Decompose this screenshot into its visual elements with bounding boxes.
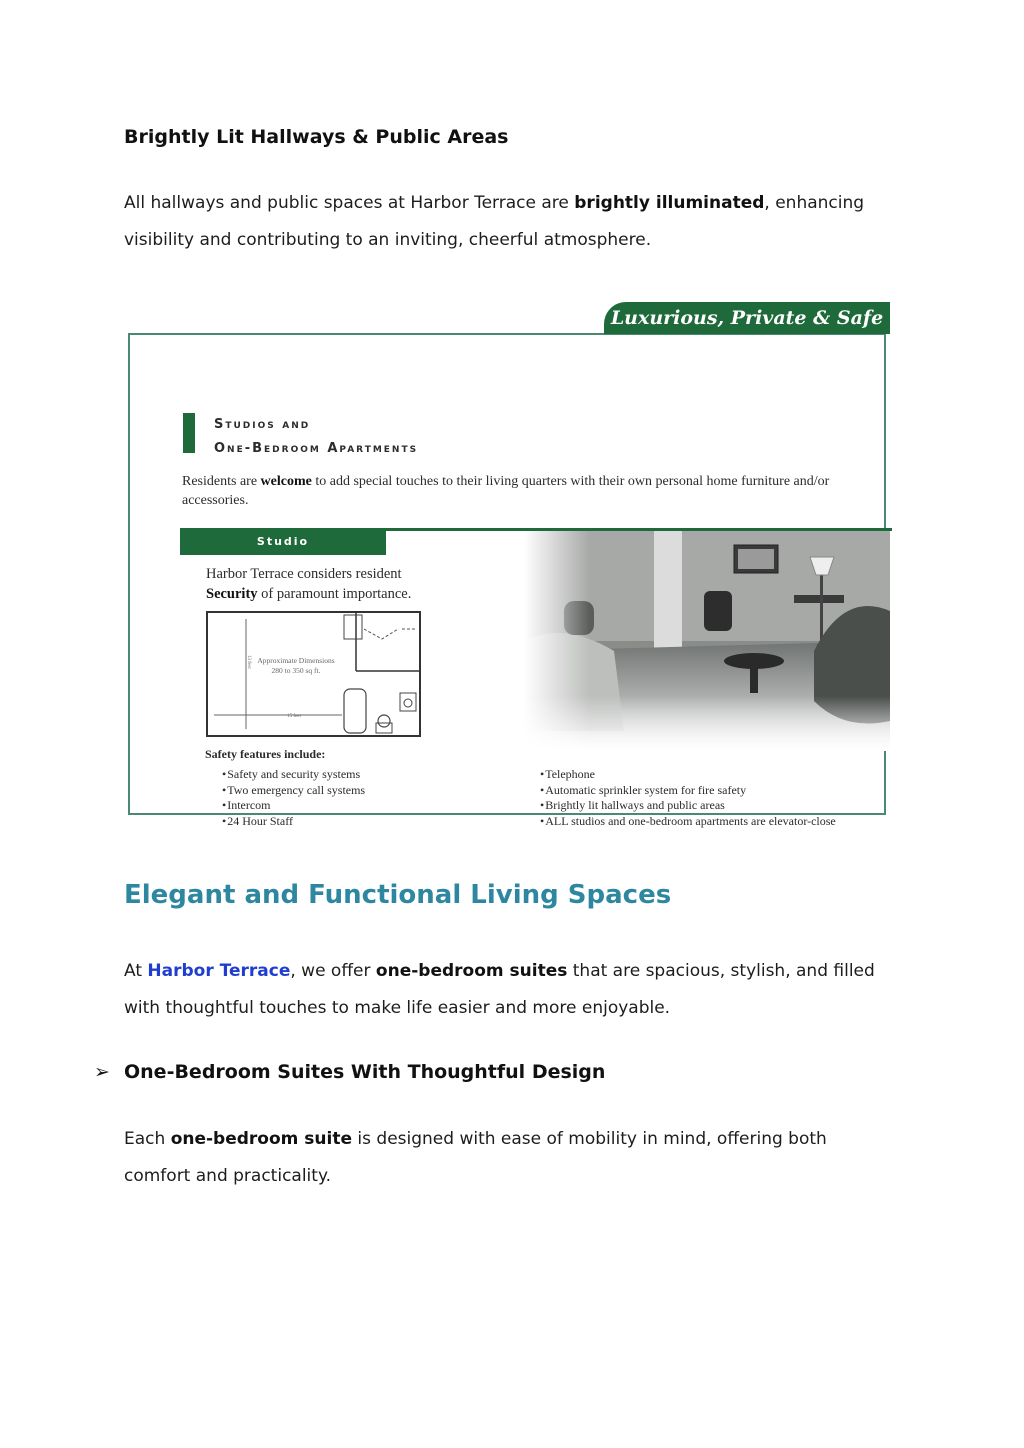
text-run: Each [124,1129,171,1149]
floor-plan-diagram [206,611,422,739]
plan-dim-value: 280 to 350 sq ft. [271,666,321,675]
brochure-tab: Luxurious, Private & Safe [604,302,890,334]
text-run: At [124,961,148,981]
list-item: • Brightly lit hallways and public areas [540,798,836,814]
text-run: , enhancing visibility and contributing to an inviting, cheerful atmosphere. [124,193,865,250]
section-heading-hallways: Brightly Lit Hallways & Public Areas [124,126,509,148]
living-spaces-paragraph [124,953,894,1027]
title-accent-bar [183,413,195,453]
suites-paragraph [124,1121,894,1195]
bold-text: welcome [260,474,312,489]
room-photo [524,531,890,751]
brochure-frame [128,333,886,828]
bold-text: one-bedroom suites [375,961,568,981]
hallways-paragraph [124,185,894,259]
brochure-image [124,300,890,828]
text-run: that are spacious, stylish, and filled with thoughtful touches to make life easier and more enjoyable. [124,961,875,1018]
safety-features-title: Safety features include: [205,747,326,761]
list-item: • Automatic sprinkler system for fire safety [540,783,836,799]
text-run: Harbor Terrace considers resident [206,566,402,582]
text-run: is designed with ease of mobility in mind, offering both comfort and practicality. [124,1129,827,1186]
text-run: , we offer [290,961,376,981]
text-run: Residents are [182,474,261,489]
brochure-title-line2: One-Bedroom Apartments [214,441,419,456]
list-item: • Two emergency call systems [222,783,365,799]
safety-list-right [540,767,836,829]
section-heading-suites: One-Bedroom Suites With Thoughtful Design [124,1061,606,1083]
brochure-intro [182,472,862,510]
plan-width-label: 15 feet [287,714,301,719]
section-heading-living-spaces: Elegant and Functional Living Spaces [124,880,672,910]
text-run: of paramount importance. [257,586,412,602]
list-item: • Telephone [540,767,836,783]
arrow-bullet-icon: ➢ [94,1061,110,1083]
harbor-terrace-link[interactable]: Harbor Terrace [147,961,291,981]
text-run: to add special touches to their living quarters with their own personal home furniture and/or accessories. [182,474,830,508]
studio-label: Studio [180,531,386,555]
bold-text: brightly illuminated [574,193,765,213]
plan-height-label: 13 feet [246,655,251,669]
list-item: • Safety and security systems [222,767,365,783]
text-run: All hallways and public spaces at Harbor Terrace are [124,193,575,213]
bold-text: one-bedroom suite [170,1129,353,1149]
security-text [206,564,466,604]
list-item: • Intercom [222,798,365,814]
list-item: • 24 Hour Staff [222,814,365,830]
safety-list-left [222,767,365,829]
plan-dim-title: Approximate Dimensions [257,656,335,665]
list-item: • ALL studios and one-bedroom apartments are elevator-close [540,814,836,830]
brochure-title [214,413,418,461]
brochure-title-line1: Studios and [214,417,311,432]
bold-text: Security [206,586,258,602]
